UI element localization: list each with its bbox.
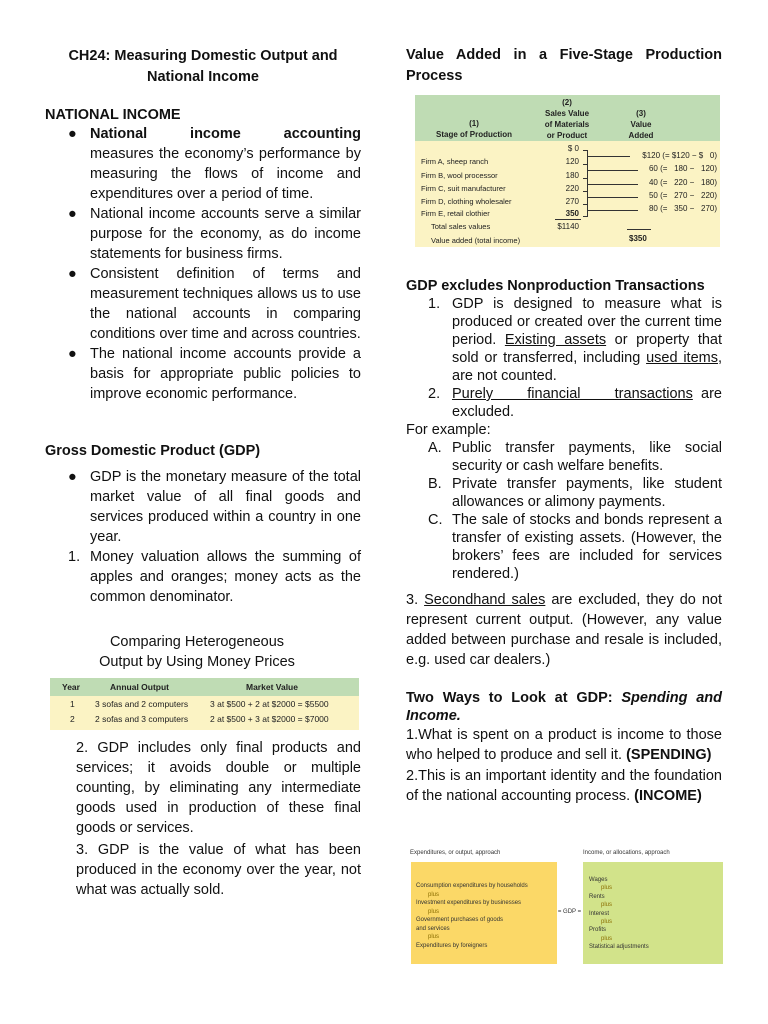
va-col2-line1: Sales Value (544, 109, 590, 118)
value-added-total: $350 (629, 234, 647, 243)
income-paragraph (406, 766, 722, 806)
item-number: 1. (428, 296, 441, 312)
item-text: GDP is designed to measure what is produced or created over the current time period. (452, 296, 722, 348)
item-letter: B. (428, 476, 442, 492)
item-text: 1.What is spent on a product is income to those who helped to produce and sell it. (406, 727, 722, 763)
profits-label: Profits (589, 927, 607, 934)
spending-paragraph (406, 725, 722, 765)
bullet-item (68, 204, 361, 264)
numbered-item (406, 385, 722, 421)
va-col1-num: (1) (469, 119, 479, 128)
government-label-2: and services (416, 925, 450, 932)
bracket (583, 150, 588, 165)
bullet-bold-term: National income accounting (90, 126, 361, 142)
sales-rule (555, 219, 581, 220)
excludes-list (406, 295, 722, 583)
two-ways-bold: Two Ways to Look at GDP: (406, 690, 613, 706)
rents-label: Rents (589, 893, 605, 900)
sales-value: 180 (565, 171, 579, 180)
va-col3-num: (3) (636, 109, 646, 118)
va-col2-num: (2) (562, 98, 572, 107)
bullet-text: National income accounts serve a similar purpose for the economy, as do income statements for business firms. (90, 206, 361, 262)
total-sales-label: Total sales values (431, 222, 491, 231)
value-added-rule (627, 229, 651, 230)
plus-label: plus (601, 935, 613, 942)
compare-header-year: Year (62, 682, 80, 692)
item-text: Public transfer payments, like social security or cash welfare benefits. (452, 440, 722, 474)
bracket (583, 178, 588, 192)
table-row: Firm B, wool processor (421, 171, 498, 180)
spending-label: (SPENDING) (626, 747, 712, 763)
item-text: are excluded, they do not represent current output. (However, any value added between purchase and resale is included, e.g. used car dealers.) (406, 592, 722, 668)
used-items-text: used items (646, 350, 718, 366)
va-col3-header (611, 108, 671, 141)
item-text: or property that sold or transferred, including (452, 332, 723, 366)
section-national-income: NATIONAL INCOME (45, 107, 181, 123)
national-income-bullets (68, 124, 361, 404)
numbered-item (406, 295, 722, 385)
secondhand-paragraph (406, 590, 722, 670)
compare-title: Comparing Heterogeneous Output by Using Money Prices (99, 634, 295, 670)
total-sales-value: $1140 (557, 222, 579, 231)
value-added-cell: 50 (= 270 − 220) (648, 191, 717, 200)
bullet-text: The national income accounts provide a basis for appropriate public policies to improve economic performance. (90, 346, 361, 402)
cell-value: 2 at $500 + 3 at $2000 = $7000 (210, 714, 329, 724)
va-col2-line3: or Product (546, 131, 588, 140)
financial-transactions-text: Purely financial transactions (452, 386, 693, 402)
plus-label: plus (601, 902, 613, 909)
value-added-table (415, 95, 720, 247)
cell-value: 3 at $500 + 2 at $2000 = $5500 (210, 699, 329, 709)
lettered-item (406, 475, 722, 511)
va-col3-line1: Value (630, 120, 652, 129)
va-col1-label: Stage of Production (436, 130, 512, 139)
va-col2-line2: of Materials (544, 120, 590, 129)
item-text: Private transfer payments, like student allowances or alimony payments. (452, 476, 722, 510)
numbered-item (68, 547, 361, 607)
numbered-item-2: 2. GDP includes only final products and services; it avoids double or multiple counting, by eliminating any intermediate goods used in production of these final goods or services. (76, 740, 361, 836)
foreign-label: Expenditures by foreigners (416, 942, 488, 949)
item-number: 3. (406, 592, 419, 608)
bullet-text: GDP is the monetary measure of the total market value of all final goods and services produced within a country in one year. (90, 469, 361, 545)
bullet-item (68, 264, 361, 344)
numbered-item-3: 3. GDP is the value of what has been produced in the economy over the year, not what was actually sold. (76, 842, 361, 898)
two-ways-body (406, 725, 722, 806)
value-added-cell: 40 (= 220 − 180) (648, 178, 717, 187)
excludes-title: GDP excludes Nonproduction Transactions (406, 278, 705, 294)
item-letter: C. (428, 512, 443, 528)
interest-label: Interest (589, 910, 610, 917)
bracket (583, 164, 588, 179)
sales-value: 220 (565, 184, 579, 193)
sales-value: 350 (565, 209, 579, 218)
consumption-label: Consumption expenditures by households (416, 883, 528, 889)
table-row: Firm D, clothing wholesaler (421, 197, 512, 206)
value-added-cell: 80 (= 350 − 270) (648, 204, 717, 213)
two-ways-italic: Spending and Income. (406, 690, 722, 724)
bullet-item (68, 124, 361, 204)
income-box (583, 862, 723, 964)
cell-year: 1 (70, 699, 75, 709)
gdp-bullet (68, 467, 361, 607)
secondhand-sales-text: Secondhand sales (424, 592, 546, 608)
va-col3-line2: Added (628, 131, 654, 140)
government-label: Government purchases of goods (416, 917, 504, 923)
item-number: 1. (68, 549, 81, 565)
page-title (45, 46, 361, 88)
existing-assets-text: Existing assets (504, 332, 607, 348)
gdp-approaches-diagram (408, 848, 722, 968)
connector-line (588, 156, 630, 157)
cell-output: 3 sofas and 2 computers (95, 699, 189, 709)
plus-label: plus (428, 908, 440, 915)
item-text: Money valuation allows the summing of apples and oranges; money acts as the common denominator. (90, 549, 361, 605)
bullet-dot: ● (68, 206, 77, 222)
income-approach-title: Income, or allocations, approach (583, 850, 670, 856)
lettered-item (406, 511, 722, 583)
expenditures-box (411, 862, 557, 964)
compare-header-value: Market Value (246, 682, 298, 692)
page-title-line1: CH24: Measuring Domestic Output and (68, 48, 338, 64)
plus-label: plus (601, 885, 613, 892)
value-added-title: Value Added in a Five-Stage Production Process (406, 47, 722, 84)
item-text: , are not counted. (452, 350, 722, 384)
bullet-text: Consistent definition of terms and measurement techniques allows us to use the national accounts in comparing conditions over time and across countries. (90, 266, 361, 342)
cell-output: 2 sofas and 3 computers (95, 714, 189, 724)
bullet-dot: ● (68, 346, 77, 362)
item-text: are excluded. (452, 386, 722, 420)
bracket (583, 191, 588, 205)
va-col2-header (533, 97, 601, 141)
sales-value: $ 0 (567, 144, 579, 153)
table-row: Firm E, retail clothier (421, 209, 490, 218)
table-row: Firm C, suit manufacturer (421, 184, 506, 193)
va-col1-header (415, 118, 533, 140)
table-row: Firm A, sheep ranch (421, 157, 489, 166)
compare-header-output: Annual Output (110, 682, 170, 692)
bullet-item (68, 344, 361, 404)
plus-label: plus (428, 934, 440, 940)
section-gdp: Gross Domestic Product (GDP) (45, 443, 261, 459)
compare-table (50, 678, 359, 730)
value-added-cell: 60 (= 180 − 120) (648, 164, 717, 173)
page-title-line2: National Income (147, 69, 259, 85)
statistical-adjustments-label: Statistical adjustments (589, 944, 649, 951)
item-text: The sale of stocks and bonds represent a transfer of existing assets. (However, the brokers’ fees are included for services rendered.) (452, 512, 722, 582)
expenditures-approach-title: Expenditures, or output, approach (410, 850, 501, 856)
for-example: For example: (406, 422, 491, 438)
plus-label: plus (601, 919, 613, 926)
bullet-dot: ● (68, 469, 77, 485)
sales-value: 120 (565, 157, 579, 166)
item-number: 2. (428, 386, 441, 402)
bullet-text: measures the economy’s performance by measuring the flows of income and expenditures over a period of time. (90, 146, 361, 202)
lettered-item (406, 439, 722, 475)
item-letter: A. (428, 440, 442, 456)
two-ways-title (406, 689, 722, 725)
item-text: 2.This is an important identity and the foundation of the national accounting process. (406, 768, 722, 804)
value-added-label: Value added (total income) (431, 236, 521, 245)
gdp-equals-label: = GDP = (557, 909, 582, 915)
sales-value: 270 (565, 197, 579, 206)
bullet-dot: ● (68, 266, 77, 282)
plus-label: plus (428, 891, 440, 898)
bullet-dot: ● (68, 126, 77, 142)
income-label: (INCOME) (634, 788, 702, 804)
investment-label: Investment expenditures by businesses (416, 900, 522, 906)
cell-year: 2 (70, 714, 75, 724)
wages-label: Wages (589, 877, 608, 883)
value-added-cell: $120 (= $120 − $ 0) (642, 151, 717, 160)
